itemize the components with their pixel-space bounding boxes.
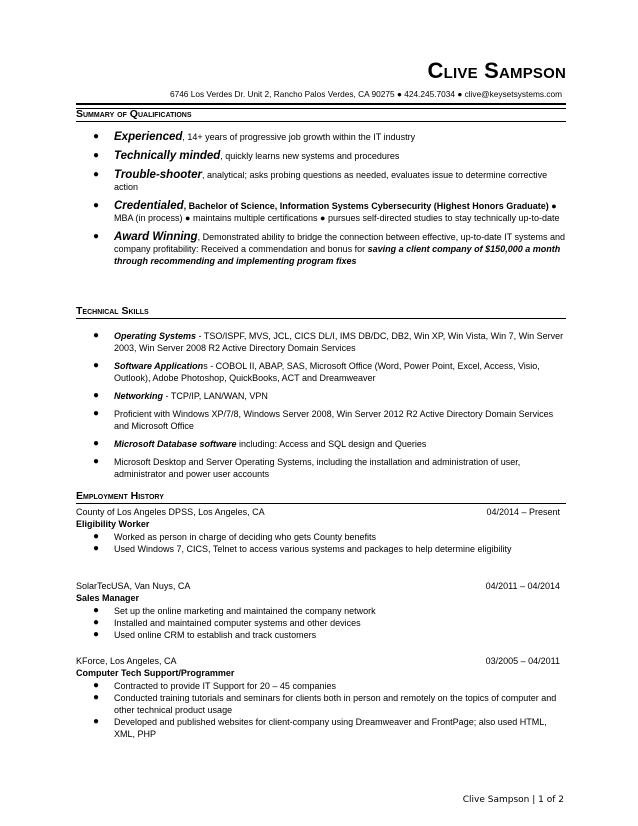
bullet-icon: ● — [93, 169, 100, 180]
page-footer: Clive Sampson | 1 of 2 — [462, 795, 564, 805]
bullet-icon: ● — [93, 692, 100, 703]
duty-item: ● Used online CRM to establish and track customers — [93, 629, 317, 640]
employment-section-title: Employment History — [76, 490, 164, 502]
duty-item: ● Set up the online marketing and maintained the company network — [93, 605, 376, 616]
skill-item: ● Proficient with Windows XP/7/8, Windows Server 2008, Win Server 2012 R2 Active Directory Domain Services and Microsoft Office — [93, 408, 554, 431]
job-role: Computer Tech Support/Programmer — [76, 668, 235, 678]
bullet-icon: ● — [93, 150, 100, 161]
job-role: Eligibility Worker — [76, 519, 150, 529]
employment-divider — [76, 503, 566, 504]
bullet-icon: ● — [93, 330, 100, 341]
summary-item: ● Technically minded, quickly learns new systems and procedures — [93, 150, 400, 162]
bullet-icon: ● — [93, 629, 100, 640]
job-duties — [76, 531, 566, 555]
skills-divider — [76, 318, 566, 319]
skill-item: ● Microsoft Desktop and Server Operating Systems, including the installation and administration of user, administrator and power user accounts — [93, 456, 521, 479]
job-dates: 03/2005 – 04/2011 — [485, 656, 560, 666]
summary-item: ● Experienced, 14+ years of progressive job growth within the IT industry — [93, 131, 416, 143]
skill-item: ● Operating Systems - TSO/ISPF, MVS, JCL, CICS DL/I, IMS DB/DC, DB2, Win XP, Win Vista, Win 7, Win Server 2003, Win Server 2008 R2 Active Directory Domain Services — [93, 330, 564, 353]
bullet-icon: ● — [93, 360, 100, 371]
summary-list — [76, 131, 566, 274]
bullet-icon: ● — [93, 456, 100, 467]
job-header — [76, 506, 560, 518]
candidate-name: Clive Sampson — [427, 58, 566, 83]
bullet-icon: ● — [93, 131, 100, 142]
duty-item: ● Worked as person in charge of deciding who gets County benefits — [93, 531, 376, 542]
employer: SolarTecUSA, Van Nuys, CA — [76, 581, 191, 591]
duty-item: ● Contracted to provide IT Support for 20 – 45 companies — [93, 680, 336, 691]
job-dates: 04/2014 – Present — [486, 507, 560, 517]
skills-section-title: Technical Skills — [76, 305, 149, 317]
summary-item: ● Award Winning, Demonstrated ability to bridge the connection between effective, up-to-date IT systems and company profitability: Received a commendation and bonus for saving a client company of $150,000 a month through recommending and implementing program fixes — [93, 231, 565, 266]
summary-item: ● Credentialed, Bachelor of Science, Information Systems Cybersecurity (Highest Honors Graduate) ● MBA (in process) ● maintains multiple certifications ● pursues self-directed studies to stay technically up-to-date — [93, 200, 560, 223]
bullet-icon: ● — [93, 617, 100, 628]
duty-item: ● Installed and maintained computer systems and other devices — [93, 617, 361, 628]
bullet-icon: ● — [93, 680, 100, 691]
skill-item: ● Software Applications - COBOL II, ABAP, SAS, Microsoft Office (Word, Power Point, Excel, Access, Visio, Outlook), Adobe Photoshop, QuickBooks, ACT and Dreamweaver — [93, 360, 540, 383]
summary-item: ● Trouble-shooter, analytical; asks probing questions as needed, evaluates issue to determine corrective action — [93, 169, 548, 192]
job-dates: 04/2011 – 04/2014 — [485, 581, 560, 591]
bullet-icon: ● — [93, 438, 100, 449]
employer: County of Los Angeles DPSS, Los Angeles, CA — [76, 507, 265, 517]
duty-item: ● Used Windows 7, CICS, Telnet to access various systems and packages to help determine eligibility — [93, 543, 512, 554]
skills-list — [76, 330, 566, 486]
skill-item: ● Networking - TCP/IP, LAN/WAN, VPN — [93, 390, 268, 401]
bullet-icon: ● — [93, 716, 100, 727]
employer: KForce, Los Angeles, CA — [76, 656, 177, 666]
job-header — [76, 655, 560, 667]
job-header — [76, 580, 560, 592]
duty-item: ● Conducted training tutorials and seminars for clients both in person and remotely on the topics of computer and other technical product usage — [93, 692, 557, 715]
summary-divider — [76, 121, 566, 122]
bullet-icon: ● — [93, 408, 100, 419]
bullet-icon: ● — [93, 231, 100, 242]
bullet-icon: ● — [93, 543, 100, 554]
duty-item: ● Developed and published websites for client-company using Dreamweaver and FrontPage; also used HTML, XML, PHP — [93, 716, 547, 739]
job-duties — [76, 605, 566, 641]
job-role: Sales Manager — [76, 593, 140, 603]
contact-line: 6746 Los Verdes Dr. Unit 2, Rancho Palos Verdes, CA 90275 ● 424.245.7034 ● clive@keysetsystems.com — [169, 89, 562, 99]
bullet-icon: ● — [93, 531, 100, 542]
bullet-icon: ● — [93, 605, 100, 616]
summary-section-title: Summary of Qualifications — [76, 108, 192, 120]
job-duties — [76, 680, 566, 740]
skill-item: ● Microsoft Database software including: Access and SQL design and Queries — [93, 438, 427, 449]
bullet-icon: ● — [93, 200, 100, 211]
bullet-icon: ● — [93, 390, 100, 401]
